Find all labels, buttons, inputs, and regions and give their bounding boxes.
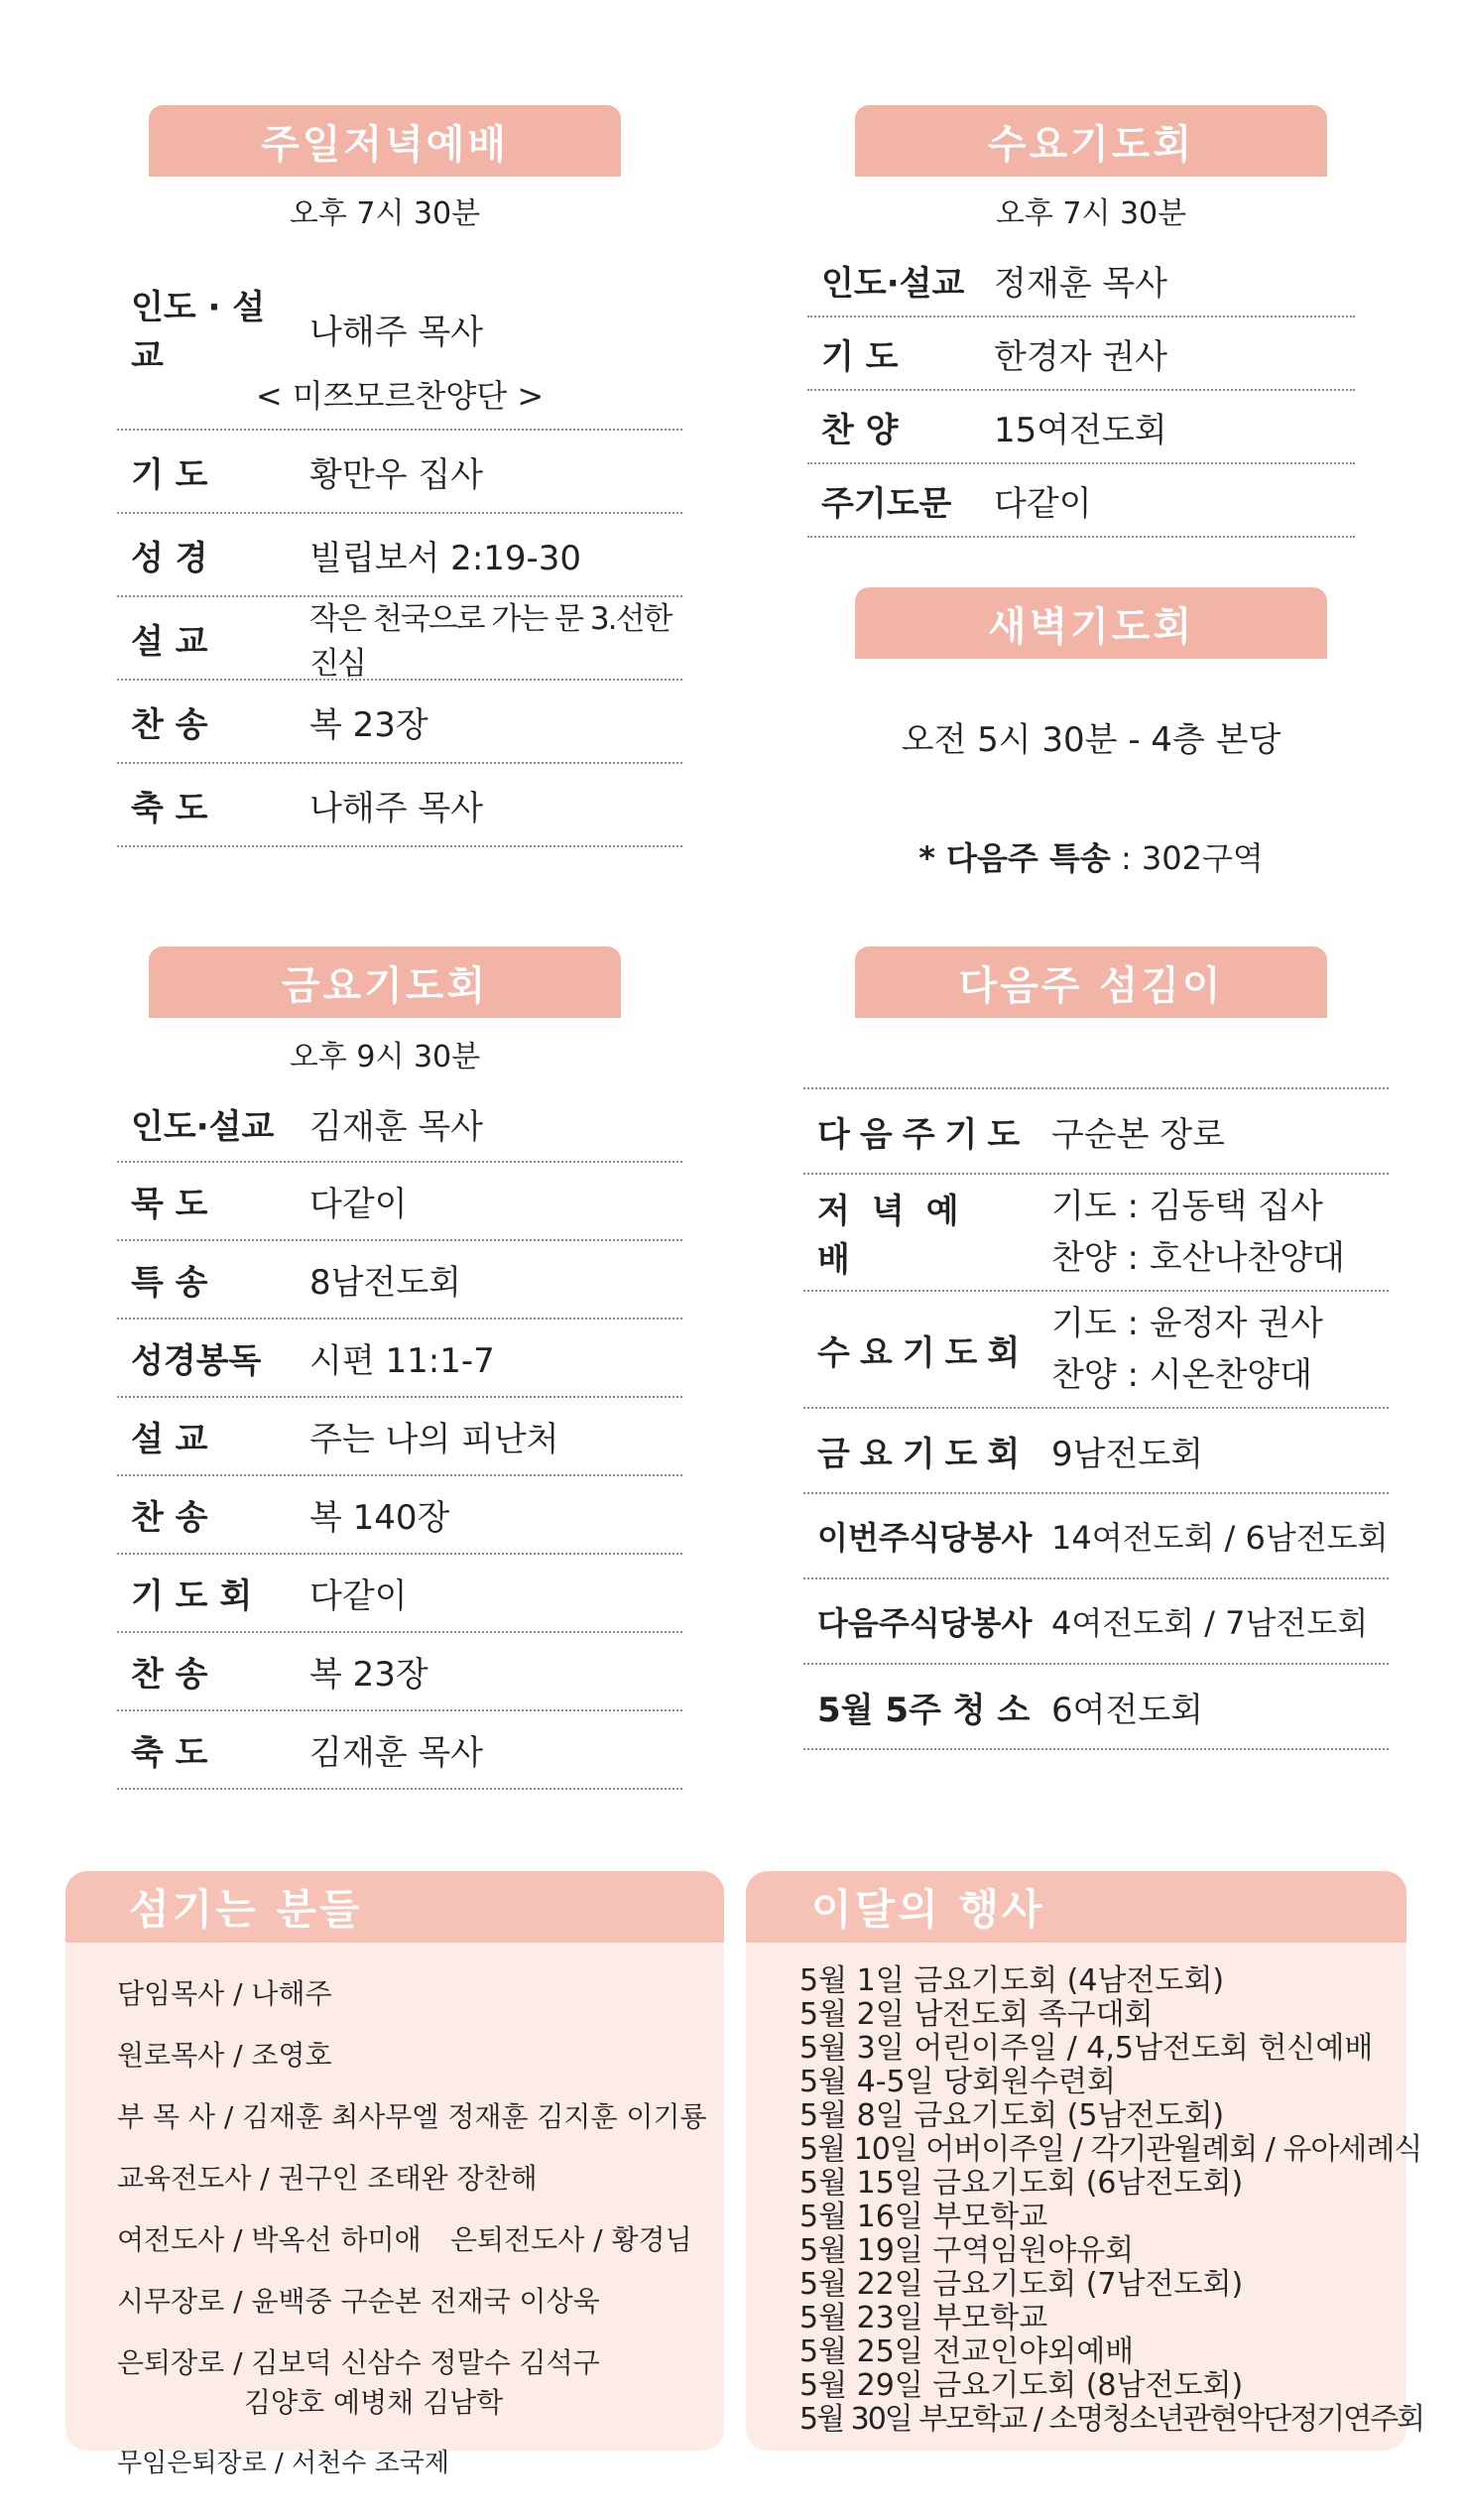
friday-row [117,1555,682,1633]
row-label: 인도·설교 [821,263,965,304]
nextweek-row [803,1175,1389,1292]
row-value: 8남전도회 [309,1263,462,1303]
sunday-row [117,597,682,681]
wednesday-row [807,244,1355,317]
servants-list [117,1972,712,2501]
row-value: 구순본 장로 [1051,1114,1226,1155]
row-label: 기 도 회 [131,1576,253,1616]
event-item: 5월 8일 금요기도회 (5남전도회) [799,2098,1225,2133]
row-value: 다같이 [309,1185,408,1224]
row-value: 9남전도회 [1051,1434,1204,1474]
row-label: 성경봉독 [131,1341,262,1381]
row-value: 다같이 [994,483,1092,524]
special-song-value: : 302구역 [1110,839,1264,877]
friday-row [117,1163,682,1241]
row-value: 빌립보서 2:19-30 [309,538,582,578]
choir-name: < 미쯔모르찬양단 > [255,377,545,415]
nextweek-row [803,1665,1389,1750]
row-label: 저녁예배 [817,1192,981,1280]
nextweek-row [803,1292,1389,1409]
row-label: 기 도 [131,454,208,495]
row-value: 14여전도회 / 6남전도회 [1051,1519,1389,1557]
friday-row [117,1241,682,1320]
wednesday-row [807,317,1355,391]
event-item: 5월 22일 금요기도회 (7남전도회) [799,2267,1244,2302]
row-value: 김재훈 목사 [309,1106,484,1147]
row-label: 기 도 [821,336,899,377]
friday-row [117,1320,682,1398]
row-label: 수요기도회 [817,1332,1031,1373]
row-value: 작은 천국으로 가는 문 3.선한 진심 [309,601,671,682]
servant-line: 담임목사 / 나해주 [117,1977,332,2010]
nextweek-rows [803,1087,1389,1750]
wednesday-rows [807,244,1355,538]
event-item: 5월 19일 구역임원야유회 [799,2233,1135,2268]
friday-header: 금요기도회 [149,946,621,1018]
event-item: 5월 30일 부모학교 / 소명청소년관현악단정기연주회 [799,2402,1424,2437]
friday-row [117,1633,682,1711]
event-item: 5월 29일 금요기도회 (8남전도회) [799,2368,1244,2403]
row-label: 다음주식당봉사 [817,1604,1033,1642]
event-item: 5월 1일 금요기도회 (4남전도회) [799,1963,1225,1998]
event-item: 5월 23일 부모학교 [799,2301,1048,2335]
row-label: 찬 양 [821,410,899,450]
friday-time: 오후 9시 30분 [289,1040,481,1074]
event-item: 5월 16일 부모학교 [799,2200,1048,2234]
friday-row [117,1398,682,1476]
dawn-special-song [855,833,1327,879]
servants-box [65,1871,724,2478]
row-label: 인도 · 설교 [131,288,266,376]
servant-line: 교육전도사 / 권구인 조태완 장찬해 [117,2162,538,2195]
dawn-header: 새벽기도회 [855,587,1327,659]
sunday-rows [117,288,682,847]
row-value: 복 140장 [309,1498,450,1538]
wednesday-row [807,391,1355,464]
row-label: 다음주기도 [817,1114,1031,1155]
friday-rows [117,1085,682,1790]
row-value: 6여전도회 [1051,1690,1204,1730]
event-item: 5월 3일 어린이주일 / 4,5남전도회 헌신예배 [799,2031,1374,2066]
friday-row [117,1711,682,1790]
row-label: 5월 5주 청 소 [817,1690,1031,1730]
row-label: 찬 송 [131,1498,208,1538]
retired-evangelist: 은퇴전도사 / 황경님 [450,2223,692,2256]
sunday-time: 오후 7시 30분 [289,196,481,231]
row-value: 나해주 목사 [309,312,484,352]
row-value: 기도 : 김동택 집사 찬양 : 호산나찬양대 [1051,1187,1345,1278]
row-label: 특 송 [131,1263,208,1303]
event-item: 5월 25일 전교인야외예배 [799,2334,1135,2369]
special-song-label: * 다음주 특송 [918,839,1111,877]
row-label: 찬 송 [131,1655,208,1695]
nextweek-row [803,1579,1389,1665]
row-value: 정재훈 목사 [994,263,1168,304]
wednesday-row [807,464,1355,538]
servant-line: 시무장로 / 윤백중 구순본 전재국 이상욱 [117,2285,600,2318]
nextweek-row [803,1494,1389,1579]
row-label: 인도·설교 [131,1106,275,1147]
row-label: 축 도 [131,788,208,828]
sunday-row [117,681,682,764]
event-item: 5월 10일 어버이주일 / 각기관월례회 / 유아세례식 [799,2132,1422,2167]
dawn-time: 오전 5시 30분 - 4층 본당 [901,720,1282,760]
events-box [746,1871,1424,2451]
servant-line: 김양호 예병채 김남학 [244,2386,504,2419]
sunday-row [117,764,682,847]
event-item: 5월 4-5일 당회원수련회 [799,2065,1116,2099]
friday-row [117,1085,682,1163]
servant-line: 은퇴장로 / 김보덕 신삼수 정말수 김석구 [117,2346,600,2379]
row-label: 축 도 [131,1733,208,1773]
servant-line: 무임은퇴장로 / 서천수 조국제 [117,2449,449,2478]
row-value: 다같이 [309,1576,408,1616]
row-label: 설 교 [131,1420,208,1459]
event-item: 5월 15일 금요기도회 (6남전도회) [799,2166,1244,2201]
row-value: 복 23장 [309,1655,428,1695]
nextweek-header: 다음주 섬김이 [855,946,1327,1018]
row-value: 15여전도회 [994,410,1167,450]
row-value: 김재훈 목사 [309,1733,484,1773]
row-value: 복 23장 [309,704,428,745]
row-value: 시편 11:1-7 [309,1341,495,1381]
sunday-leader-row [117,288,682,376]
servant-line: 여전도사 / 박옥선 하미애 은퇴전도사 / 황경님 [117,2218,712,2258]
row-value: 황만우 집사 [309,454,484,495]
row-value: 4여전도회 / 7남전도회 [1051,1604,1369,1642]
events-header: 이달의 행사 [746,1871,1406,1943]
sunday-row [117,431,682,514]
row-label: 설 교 [131,621,208,662]
servant-line: 부 목 사 / 김재훈 최사무엘 정재훈 김지훈 이기룡 [117,2100,707,2133]
events-list [799,1963,1424,2437]
row-label: 묵 도 [131,1185,208,1224]
friday-row [117,1476,682,1555]
row-label: 이번주식당봉사 [817,1519,1033,1557]
wednesday-header: 수요기도회 [855,105,1327,177]
sunday-row [117,514,682,597]
row-value: 주는 나의 피난처 [309,1420,559,1459]
nextweek-row [803,1409,1389,1494]
sunday-header: 주일저녁예배 [149,105,621,177]
row-value: 기도 : 윤정자 권사 찬양 : 시온찬양대 [1051,1304,1323,1395]
row-label: 주기도문 [821,483,952,524]
event-item: 5월 2일 남전도회 족구대회 [799,1997,1154,2032]
row-value: 한경자 권사 [994,336,1168,377]
servant-line: 원로목사 / 조영호 [117,2039,332,2072]
servants-header: 섬기는 분들 [65,1871,724,1943]
row-label: 성 경 [131,538,208,578]
row-value: 나해주 목사 [309,788,484,828]
row-label: 금요기도회 [817,1434,1031,1474]
row-label: 찬 송 [131,704,208,745]
nextweek-row [803,1089,1389,1175]
wednesday-time: 오후 7시 30분 [995,196,1187,231]
